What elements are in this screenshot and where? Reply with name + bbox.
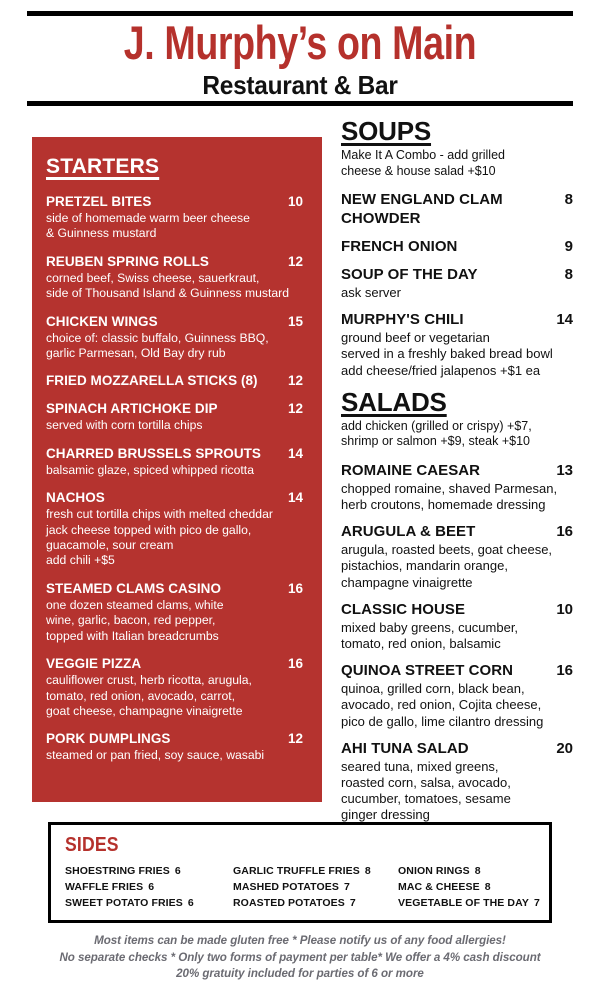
description-line: wine, garlic, bacon, red pepper,: [46, 613, 216, 628]
menu-item-description: [341, 759, 573, 824]
side-item: [65, 879, 233, 895]
description-line: cauliflower crust, herb ricotta, arugula,: [46, 673, 252, 688]
menu-item-description: [46, 463, 303, 478]
menu-item-name: VEGGIE PIZZA: [46, 656, 142, 672]
menu-item-description: [46, 598, 303, 644]
menu-item-description: [46, 331, 303, 362]
menu-item-name: PRETZEL BITES: [46, 194, 152, 209]
menu-item-row: [341, 310, 573, 329]
note-line: shrimp or salmon +$9, steak +$10: [341, 434, 530, 449]
menu-item: [46, 372, 303, 389]
menu-item-name: CLASSIC HOUSE: [341, 600, 465, 618]
footer-line: 20% gratuity included for parties of 6 or more: [176, 967, 424, 980]
sides-heading: SIDES: [65, 834, 119, 856]
description-line: roasted corn, salsa, avocado,: [341, 775, 511, 791]
menu-item-description: [46, 673, 303, 719]
menu-item-description: [46, 271, 303, 302]
menu-item-price: 10: [287, 194, 303, 209]
menu-item-price: 16: [556, 523, 573, 541]
sides-column: [398, 863, 558, 911]
menu-item-row: [341, 190, 573, 228]
menu-item: [341, 600, 573, 652]
salads-list: [341, 461, 573, 824]
menu-item: [46, 193, 303, 242]
menu-item-description: [46, 748, 303, 763]
footer-line: No separate checks * Only two forms of payment per table* We offer a 4% cash discount: [59, 950, 541, 964]
side-item-price: 8: [364, 865, 371, 877]
note-line: cheese & house salad +$10: [341, 163, 496, 178]
side-item-name: GARLIC TRUFFLE FRIES: [233, 865, 360, 877]
menu-item-description: [341, 330, 573, 379]
sides-box: [48, 822, 552, 923]
side-item-price: 6: [148, 881, 155, 893]
description-line: champagne vinaigrette: [341, 574, 473, 590]
menu-item: [341, 310, 573, 379]
description-line: steamed or pan fried, soy sauce, wasabi: [46, 748, 265, 763]
description-line: arugula, roasted beets, goat cheese,: [341, 542, 553, 558]
menu-item: [46, 489, 303, 569]
menu-header: [0, 0, 600, 112]
menu-item-price: 12: [287, 401, 303, 417]
restaurant-subtitle: Restaurant & Bar: [202, 70, 398, 100]
menu-item: [341, 237, 573, 256]
menu-item-price: 12: [287, 373, 303, 389]
description-line: quinoa, grilled corn, black bean,: [341, 681, 525, 697]
side-item-price: 8: [474, 865, 481, 877]
description-line: ginger dressing: [341, 807, 430, 823]
menu-item-row: [341, 739, 573, 758]
side-item-name: MASHED POTATOES: [233, 881, 339, 893]
description-line: pistachios, mandarin orange,: [341, 558, 508, 574]
side-item-price: 6: [187, 897, 194, 909]
menu-item-description: [341, 681, 573, 730]
menu-item-name: NEW ENGLAND CLAM CHOWDER: [341, 191, 503, 227]
menu-item-price: 14: [556, 311, 573, 329]
description-line: ground beef or vegetarian: [341, 330, 490, 346]
side-item-price: 7: [349, 897, 356, 909]
note-line: Make It A Combo - add grilled: [341, 148, 505, 162]
menu-item-name: CHARRED BRUSSELS SPROUTS: [46, 445, 261, 461]
menu-item: [46, 730, 303, 763]
menu-item-name: STEAMED CLAMS CASINO: [46, 580, 222, 596]
menu-item-description: [341, 542, 573, 591]
description-line: seared tuna, mixed greens,: [341, 758, 499, 774]
menu-item-name: FRIED MOZZARELLA STICKS (8): [46, 373, 258, 389]
description-line: guacamole, sour cream: [46, 538, 174, 553]
note-line: add chicken (grilled or crispy) +$7,: [341, 418, 532, 433]
menu-item-name: REUBEN SPRING ROLLS: [46, 253, 209, 269]
menu-item-name: SOUP OF THE DAY: [341, 266, 478, 283]
menu-item: [46, 655, 303, 719]
menu-footer: [0, 933, 600, 983]
menu-item: [46, 313, 303, 362]
menu-item-row: [341, 661, 573, 680]
header-rule-bottom: [27, 101, 573, 106]
menu-item-name: NACHOS: [46, 490, 105, 506]
description-line: side of homemade warm beer cheese: [46, 211, 250, 225]
sides-column: [65, 863, 233, 911]
description-line: ask server: [341, 285, 401, 300]
right-column: [341, 117, 573, 833]
menu-item-row: [341, 237, 573, 256]
menu-item: [46, 253, 303, 302]
description-line: add chili +$5: [46, 553, 115, 568]
description-line: mixed baby greens, cucumber,: [341, 619, 519, 635]
description-line: corned beef, Swiss cheese, sauerkraut,: [46, 270, 260, 285]
description-line: avocado, red onion, Cojita cheese,: [341, 697, 542, 713]
menu-item-price: 12: [287, 253, 303, 269]
sides-columns: [65, 863, 549, 911]
starters-heading: STARTERS: [46, 155, 160, 178]
side-item: [233, 863, 398, 879]
side-item-name: SWEET POTATO FRIES: [65, 897, 183, 909]
description-line: jack cheese topped with pico de gallo,: [46, 522, 252, 537]
side-item-name: ROASTED POTATOES: [233, 897, 345, 909]
menu-item: [341, 265, 573, 301]
menu-item-price: 8: [564, 191, 573, 208]
menu-item-row: [46, 730, 303, 747]
menu-item: [46, 580, 303, 644]
side-item: [398, 863, 558, 879]
menu-item-row: [46, 445, 303, 462]
description-line: tomato, red onion, avocado, carrot,: [46, 688, 236, 703]
menu-item-row: [46, 489, 303, 506]
menu-item-description: [46, 507, 303, 569]
menu-item-price: 8: [564, 266, 573, 283]
menu-item-row: [46, 580, 303, 597]
menu-item: [341, 461, 573, 513]
menu-item-row: [341, 265, 573, 284]
soups-section: [341, 117, 573, 379]
soups-note: [341, 148, 573, 179]
menu-item-description: [46, 418, 303, 433]
menu-item-name: ROMAINE CAESAR: [341, 461, 481, 479]
restaurant-name: J. Murphy’s on Main: [123, 16, 477, 69]
menu-item-row: [46, 400, 303, 417]
side-item-name: ONION RINGS: [398, 865, 470, 877]
side-item-price: 7: [343, 881, 350, 893]
menu-item: [46, 445, 303, 478]
side-item-price: 6: [174, 865, 181, 877]
description-line: add cheese/fried jalapenos +$1 ea: [341, 362, 541, 378]
side-item: [65, 895, 233, 911]
menu-item-price: 13: [556, 461, 573, 479]
menu-item-row: [46, 193, 303, 210]
side-item: [65, 863, 233, 879]
salads-note: [341, 419, 573, 450]
side-item: [233, 895, 398, 911]
menu-item-price: 15: [287, 313, 303, 329]
side-item: [398, 895, 558, 911]
side-item-price: 8: [484, 881, 491, 893]
description-line: cucumber, tomatoes, sesame: [341, 791, 511, 807]
menu-item-price: 16: [287, 580, 303, 596]
side-item-name: SHOESTRING FRIES: [65, 865, 170, 877]
side-item: [233, 879, 398, 895]
menu-item: [46, 400, 303, 433]
menu-item-price: 10: [556, 600, 573, 618]
side-item-name: VEGETABLE OF THE DAY: [398, 897, 529, 909]
description-line: topped with Italian breadcrumbs: [46, 628, 219, 643]
side-item-name: WAFFLE FRIES: [65, 881, 144, 893]
menu-item-row: [46, 313, 303, 330]
side-item-price: 7: [533, 897, 540, 909]
menu-item-name: SPINACH ARTICHOKE DIP: [46, 401, 218, 417]
menu-item-price: 16: [556, 662, 573, 680]
menu-item-name: MURPHY'S CHILI: [341, 311, 464, 329]
menu-item-price: 14: [287, 490, 303, 506]
menu-item-name: FRENCH ONION: [341, 238, 458, 255]
salads-section: [341, 388, 573, 824]
description-line: goat cheese, champagne vinaigrette: [46, 703, 243, 718]
salads-heading: SALADS: [341, 386, 447, 417]
menu-item-price: 20: [556, 739, 573, 757]
soups-list: [341, 190, 573, 379]
menu-item-price: 9: [564, 238, 573, 255]
menu-item-description: [46, 211, 303, 242]
menu-item: [341, 190, 573, 228]
description-line: tomato, red onion, balsamic: [341, 636, 501, 652]
menu-item: [341, 522, 573, 591]
description-line: one dozen steamed clams, white: [46, 597, 224, 612]
menu-item-row: [46, 372, 303, 389]
description-line: fresh cut tortilla chips with melted cheddar: [46, 507, 273, 522]
description-line: herb croutons, homemade dressing: [341, 497, 546, 513]
starters-panel: [32, 137, 322, 802]
menu-item-description: [341, 481, 573, 513]
description-line: chopped romaine, shaved Parmesan,: [341, 480, 558, 496]
sides-column: [233, 863, 398, 911]
menu-item: [341, 739, 573, 824]
description-line: & Guinness mustard: [46, 226, 157, 241]
menu-item-row: [46, 655, 303, 672]
side-item: [398, 879, 558, 895]
soups-heading: SOUPS: [341, 116, 432, 146]
menu-item-name: ARUGULA & BEET: [341, 523, 476, 541]
menu-item-name: AHI TUNA SALAD: [341, 739, 469, 757]
menu-item-row: [341, 600, 573, 619]
menu-item-price: 12: [287, 731, 303, 747]
menu-item-price: 16: [287, 656, 303, 672]
footer-line: Most items can be made gluten free * Please notify us of any food allergies!: [94, 934, 506, 947]
description-line: garlic Parmesan, Old Bay dry rub: [46, 346, 226, 361]
menu-item-price: 14: [287, 445, 303, 461]
description-line: served with corn tortilla chips: [46, 418, 203, 433]
description-line: choice of: classic buffalo, Guinness BBQ,: [46, 330, 269, 345]
menu-item-row: [341, 522, 573, 541]
menu-item-name: CHICKEN WINGS: [46, 313, 158, 329]
description-line: pico de gallo, lime cilantro dressing: [341, 713, 544, 729]
menu-item-row: [341, 461, 573, 480]
description-line: served in a freshly baked bread bowl: [341, 346, 553, 362]
menu-item-description: [341, 285, 573, 301]
menu-item-row: [46, 253, 303, 270]
menu-item: [341, 661, 573, 730]
menu-item-name: QUINOA STREET CORN: [341, 662, 514, 680]
description-line: side of Thousand Island & Guinness mustard: [46, 286, 289, 301]
side-item-name: MAC & CHEESE: [398, 881, 480, 893]
menu-item-description: [341, 620, 573, 652]
menu-item-name: PORK DUMPLINGS: [46, 731, 171, 747]
starters-list: [46, 193, 303, 764]
description-line: balsamic glaze, spiced whipped ricotta: [46, 462, 254, 477]
